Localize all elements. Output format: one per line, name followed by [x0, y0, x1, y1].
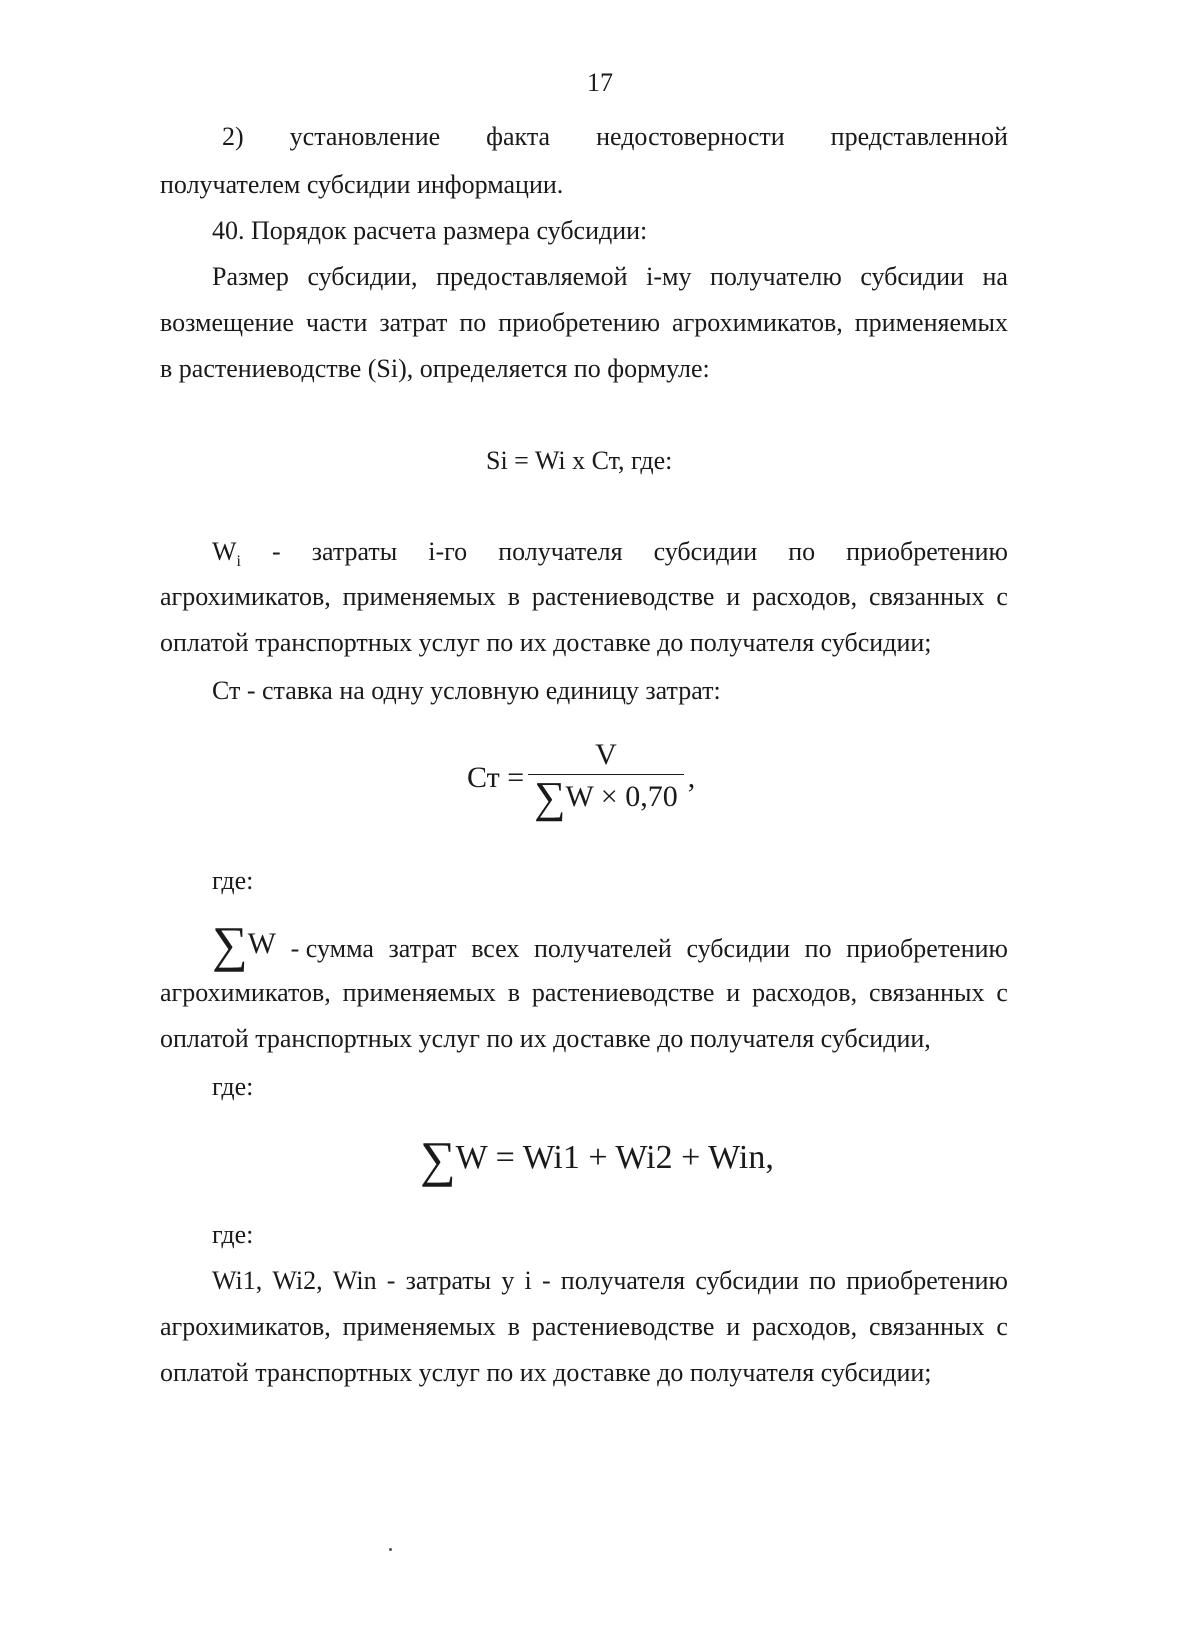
word: расходов,	[752, 978, 858, 1007]
word: затраты	[405, 1266, 492, 1295]
item40-heading: 40. Порядок расчета размера субсидии:	[212, 216, 648, 245]
word: по	[809, 1266, 837, 1295]
item2-line1	[222, 122, 1008, 152]
formula-ct-numerator: V	[595, 738, 617, 771]
word: субсидии	[653, 537, 758, 566]
para1-line3: в растениеводстве (Si), определяется по формуле:	[160, 354, 710, 383]
formula-ct	[467, 738, 696, 822]
formula-sumw-body: W = Wi1 + Wi2 + Win,	[455, 1139, 774, 1176]
word: приобретению	[846, 1266, 1008, 1295]
wi-def-line3: оплатой транспортных услуг по их доставке до получателя субсидии;	[160, 628, 932, 657]
word: приобретению	[846, 537, 1008, 566]
formula-ct-trail: ,	[687, 761, 696, 794]
word: всех	[471, 934, 520, 963]
word: части	[305, 308, 368, 337]
word: недостоверности	[596, 122, 785, 151]
word: по	[804, 934, 832, 963]
word: приобретению	[498, 308, 661, 337]
word: растениеводстве	[531, 582, 715, 611]
word: в	[507, 1312, 520, 1341]
word: субсидии	[695, 1266, 799, 1295]
word: получателю	[710, 262, 842, 291]
word: субсидии,	[307, 262, 418, 291]
word: i-му	[646, 262, 692, 291]
sigma-icon: ∑	[420, 1131, 456, 1187]
formula-sumw	[420, 1131, 774, 1187]
ct-def: Ст - ставка на одну условную единицу затрат:	[212, 676, 721, 705]
word: предоставляемой	[436, 262, 628, 291]
word: установление	[289, 122, 441, 151]
word: затраты	[311, 537, 398, 566]
item2-line2: получателем субсидии информации.	[160, 170, 564, 199]
wi-def-line1	[212, 537, 1008, 577]
where-label-2: где:	[212, 1072, 254, 1101]
word: агрохимикатов,	[672, 308, 843, 337]
word: по	[459, 308, 487, 337]
word: Win	[332, 1266, 377, 1295]
word: на	[982, 262, 1008, 291]
word: связанных	[868, 978, 985, 1007]
word: в	[507, 582, 520, 611]
word: растениеводстве	[531, 978, 715, 1007]
word: и	[726, 978, 741, 1007]
word: растениеводстве	[531, 1312, 715, 1341]
win-def-line1	[212, 1266, 1008, 1296]
where-label-1: где:	[212, 866, 254, 895]
word: 2)	[222, 122, 244, 151]
formula-ct-fraction	[528, 738, 684, 822]
word: с	[996, 978, 1008, 1007]
word: получателей	[534, 934, 672, 963]
word: в	[507, 978, 520, 1007]
sigma-icon: ∑	[534, 773, 566, 822]
word: затрат	[379, 308, 448, 337]
word: по	[788, 537, 816, 566]
where-label-3: где:	[212, 1220, 254, 1249]
word: применяемых	[342, 1312, 496, 1341]
word: применяемых	[342, 582, 496, 611]
word: и	[726, 582, 741, 611]
scan-speck	[389, 1548, 392, 1551]
word: агрохимикатов,	[160, 978, 331, 1007]
wi-symbol: $W_i$	[212, 537, 241, 571]
sumw-def-line3: оплатой транспортных услуг по их доставке до получателя субсидии,	[160, 1024, 931, 1053]
word: агрохимикатов,	[160, 1312, 331, 1341]
word: связанных	[868, 582, 985, 611]
word: Размер	[212, 262, 289, 291]
word: -	[386, 1266, 396, 1295]
word: -	[272, 537, 281, 566]
sumw-def-line2	[160, 978, 1008, 1008]
word: возмещение	[160, 308, 294, 337]
sumw-def-line1	[212, 916, 1008, 972]
word: применяемых	[854, 308, 1008, 337]
sigma-icon: ∑	[212, 916, 248, 972]
word: расходов,	[752, 582, 858, 611]
word: i-го	[428, 537, 468, 566]
word: получателя	[498, 537, 623, 566]
win-def-line3: оплатой транспортных услуг по их доставке до получателя субсидии;	[160, 1358, 932, 1387]
word: Wi1,	[212, 1266, 263, 1295]
word: субсидии	[860, 262, 964, 291]
word: с	[996, 1312, 1008, 1341]
word: у	[501, 1266, 515, 1295]
formula-ct-lhs: Ст =	[467, 761, 525, 794]
word: затрат	[388, 934, 457, 963]
word: связанных	[868, 1312, 985, 1341]
word: представленной	[830, 122, 1008, 151]
word: с	[996, 582, 1008, 611]
word: агрохимикатов,	[160, 582, 331, 611]
word: факта	[486, 122, 551, 151]
word: -	[541, 1266, 551, 1295]
win-def-line2	[160, 1312, 1008, 1342]
page-number: 17	[587, 68, 613, 97]
sumw-symbol: ∑W	[212, 916, 276, 972]
word: приобретению	[846, 934, 1008, 963]
para1-line2	[160, 308, 1008, 338]
para1-line1	[212, 262, 1008, 292]
formula-ct-denominator: ∑W × 0,70	[528, 774, 684, 818]
word: субсидии	[686, 934, 791, 963]
word: i	[524, 1266, 532, 1295]
word: применяемых	[342, 978, 496, 1007]
word: получателя	[560, 1266, 686, 1295]
wi-def-line2	[160, 582, 1008, 612]
formula-si: Si = Wi x Ст, где:	[486, 446, 673, 475]
word: и	[726, 1312, 741, 1341]
word: расходов,	[752, 1312, 858, 1341]
word: Wi2,	[272, 1266, 323, 1295]
word: - сумма	[290, 934, 374, 963]
